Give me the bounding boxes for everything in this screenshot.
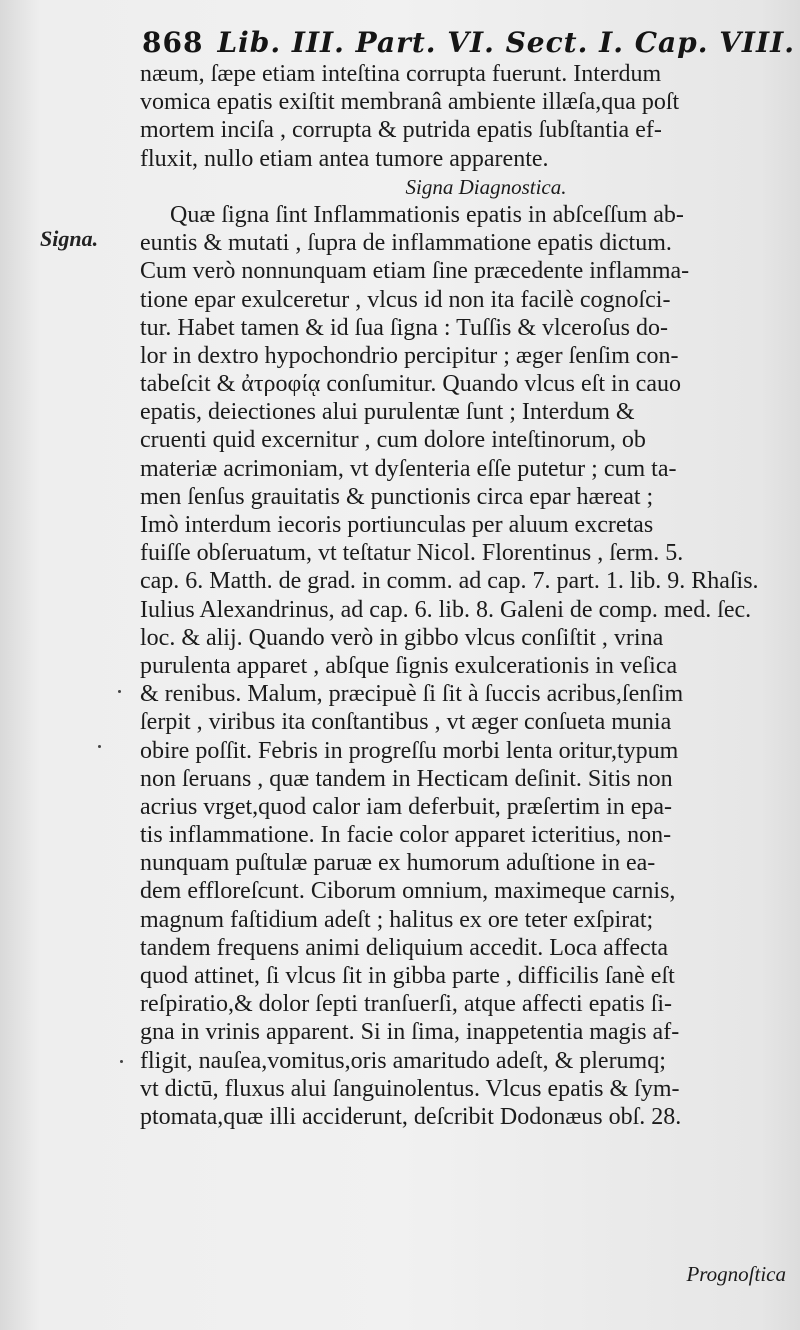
text-line: non ſeruans , quæ tandem in Hecticam deſinit. Sitis non xyxy=(140,765,673,792)
text-line: tandem frequens animi deliquium accedit. Loca affecta xyxy=(140,934,668,961)
text-line: dem efflorеſcunt. Ciborum omnium, maximeque carnis, xyxy=(140,878,676,905)
running-head xyxy=(142,26,795,59)
ink-speck xyxy=(98,745,101,748)
text-line: gna in vrinis apparent. Si in ſima, inappetentia magis af- xyxy=(140,1019,680,1046)
text-line: vomica epatis exiſtit membranâ ambiente illæſa,qua poſt xyxy=(140,89,680,116)
section-heading: Signa Diagnostica. xyxy=(405,174,567,199)
ink-speck xyxy=(118,690,121,693)
text-line: mortem inciſa , corrupta & putrida epatis ſubſtantia ef- xyxy=(140,117,662,144)
text-line: tis inflammatione. In facie color apparet icteritius, non- xyxy=(140,822,672,849)
text-line: lor in dextro hypochondrio percipitur ; æger ſenſim con- xyxy=(140,342,679,369)
text-line: cap. 6. Matth. de grad. in comm. ad cap. 7. part. 1. lib. 9. Rhaſis. xyxy=(140,568,759,595)
body-text xyxy=(140,60,792,1131)
text-line: nunquam puſtulæ paruæ ex humorum aduſtione in ea- xyxy=(140,850,656,877)
text-line: men ſenſus grauitatis & punctionis circa epar hæreat ; xyxy=(140,483,654,510)
text-line: materiæ acrimoniam, vt dyſenteria eſſe putetur ; cum ta- xyxy=(140,455,677,482)
text-line: & renibus. Malum, præcipuè ſi ſit à ſuccis acribus,ſenſim xyxy=(140,681,684,708)
text-line: vt dictū, fluxus alui ſanguinolentus. Vlcus epatis & ſym- xyxy=(140,1075,680,1102)
margin-note: Signa. xyxy=(40,226,99,251)
text-line: euntis & mutati , ſupra de inflammatione epatis dictum. xyxy=(140,230,672,257)
text-line: quod attinet, ſi vlcus ſit in gibba parte , difficilis ſanè eſt xyxy=(140,963,675,989)
text-line: loc. & alij. Quando verò in gibbo vlcus conſiſtit , vrina xyxy=(140,624,664,651)
text-line: ptomata,quæ illi acciderunt, deſcribit Dodonæus obſ. 28. xyxy=(140,1103,682,1130)
text-line: Iulius Alexandrinus, ad cap. 6. lib. 8. Galeni de comp. med. ſec. xyxy=(140,596,752,623)
text-line: reſpiratio,& dolor ſepti tranſuerſi, atque affecti epatis ſi- xyxy=(140,991,673,1018)
text-line: fluxit, nullo etiam antea tumore apparente. xyxy=(140,145,549,172)
text-line: acrius vrget,quod calor iam deferbuit, præſertim in epa- xyxy=(140,793,673,820)
text-line: fligit, nauſea,vomitus,oris amaritudo adeſt, & plerumq; xyxy=(140,1047,666,1074)
text-line: Cum verò nonnunquam etiam ſine præcedente inflamma- xyxy=(140,258,690,285)
ink-speck xyxy=(120,1060,123,1063)
text-line: fuiſſe obſeruatum, vt teſtatur Nicol. Florentinus , ſerm. 5. xyxy=(140,540,684,567)
page-number: 868 xyxy=(142,26,204,59)
text-line: tione epar exulceretur , vlcus id non ita facilè cognoſci- xyxy=(140,286,671,313)
text-line: purulenta apparet , abſque ſignis exulcerationis in veſica xyxy=(140,652,678,679)
text-line: epatis, deiectiones alui purulentæ ſunt ; Interdum & xyxy=(140,399,635,426)
text-line: Imò interdum iecoris portiunculas per aluum excretas xyxy=(140,512,654,538)
text-line: cruenti quid excernitur , cum dolore inteſtinorum, ob xyxy=(140,427,646,454)
text-line: magnum faſtidium adeſt ; halitus ex ore teter exſpirat; xyxy=(140,906,654,933)
text-line: ſerpit , viribus ita conſtantibus , vt æger conſueta munia xyxy=(140,709,672,736)
catchword: Prognoſtica xyxy=(686,1262,786,1286)
text-line: næum, ſæpe etiam inteſtina corrupta fuerunt. Interdum xyxy=(140,61,662,87)
text-line: tur. Habet tamen & id ſua ſigna : Tuſſis & vlceroſus do- xyxy=(140,314,668,341)
text-line: tabeſcit & ἀτροφίᾳ conſumitur. Quando vlcus eſt in cauo xyxy=(140,371,681,398)
text-line: Quæ ſigna ſint Inflammationis epatis in abſceſſum ab- xyxy=(170,201,684,228)
running-title: Lib. III. Part. VI. Sect. I. Cap. VIII. xyxy=(217,26,795,59)
text-line: obire poſſit. Febris in progreſſu morbi lenta oritur,typum xyxy=(140,737,679,764)
